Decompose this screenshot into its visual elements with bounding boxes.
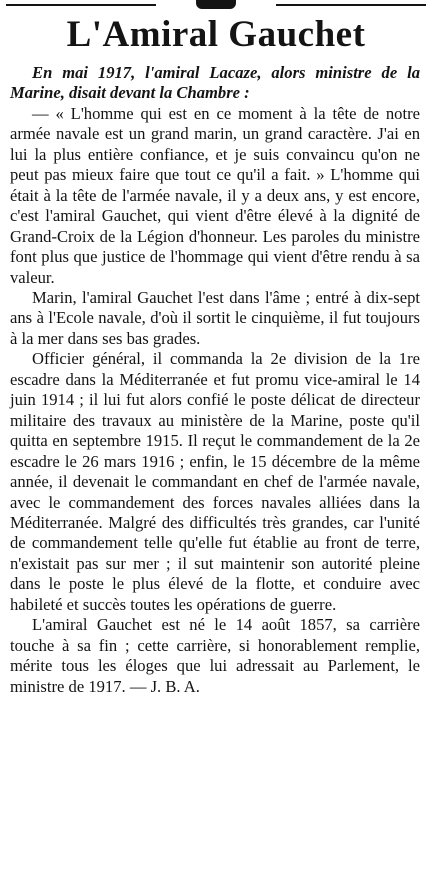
article-body bbox=[10, 63, 420, 697]
article-title: L'Amiral Gauchet bbox=[66, 14, 366, 55]
paragraph-general-officer: Officier général, il commanda la 2e division de la 1re escadre dans la Méditerranée et fut promu vice-amiral le 14 juin 1914 ; il lui fut alors confié le poste délicat de directeur militaire des travaux au ministère de la Marine, poste qu'il quitta en septembre 1915. Il reçut le commandement de la 2e escadre le 26 mars 1916 ; enfin, le 15 décembre de la même année, il devenait le commandant en chef de l'armée navale, avec le commandement des forces navales alliées dans la Méditerranée. Malgré des difficultés très grandes, car l'unité de commandement telle qu'elle fut établie au front de terre, n'existait pas sur mer ; il sut maintenir son autorité pleine dans le poste le plus élevé de la flotte, et conduire avec habileté et succès toutes les opérations de guerre. bbox=[10, 349, 420, 614]
ornament-glyph bbox=[196, 0, 236, 9]
paragraph-career-start: Marin, l'amiral Gauchet l'est dans l'âme ; entré à dix-sept ans à l'Ecole navale, d'où il sortit le cinquième, il fut toujours à la mer dans ses bas grades. bbox=[10, 287, 420, 348]
header-ornament bbox=[0, 0, 432, 10]
article-intro: En mai 1917, l'amiral Lacaze, alors ministre de la Marine, disait devant la Chambre : bbox=[10, 63, 420, 103]
ornament-rule-left bbox=[6, 4, 156, 6]
ornament-rule-right bbox=[276, 4, 426, 6]
paragraph-conclusion: L'amiral Gauchet est né le 14 août 1857, sa carrière touche à sa fin ; cette carrière, si honorablement remplie, mérite tous les éloges que lui adressait au Parlement, le ministre de 1917. — J. B. A. bbox=[10, 615, 420, 696]
paragraph-quote: — « L'homme qui est en ce moment à la tête de notre armée navale est un grand marin, un grand caractère. J'ai en lui la plus entière confiance, et je suis convaincu qu'on ne peut pas mieux faire que tout ce qu'il a fait. » L'homme qui était à la tête de l'armée navale, il y a deux ans, y est encore, c'est l'amiral Gauchet, qui vient d'être élevé à la dignité de Grand-Croix de la Légion d'honneur. Les paroles du ministre font plus que justice de l'hommage qui vient d'être rendu à sa valeur. bbox=[10, 103, 420, 287]
